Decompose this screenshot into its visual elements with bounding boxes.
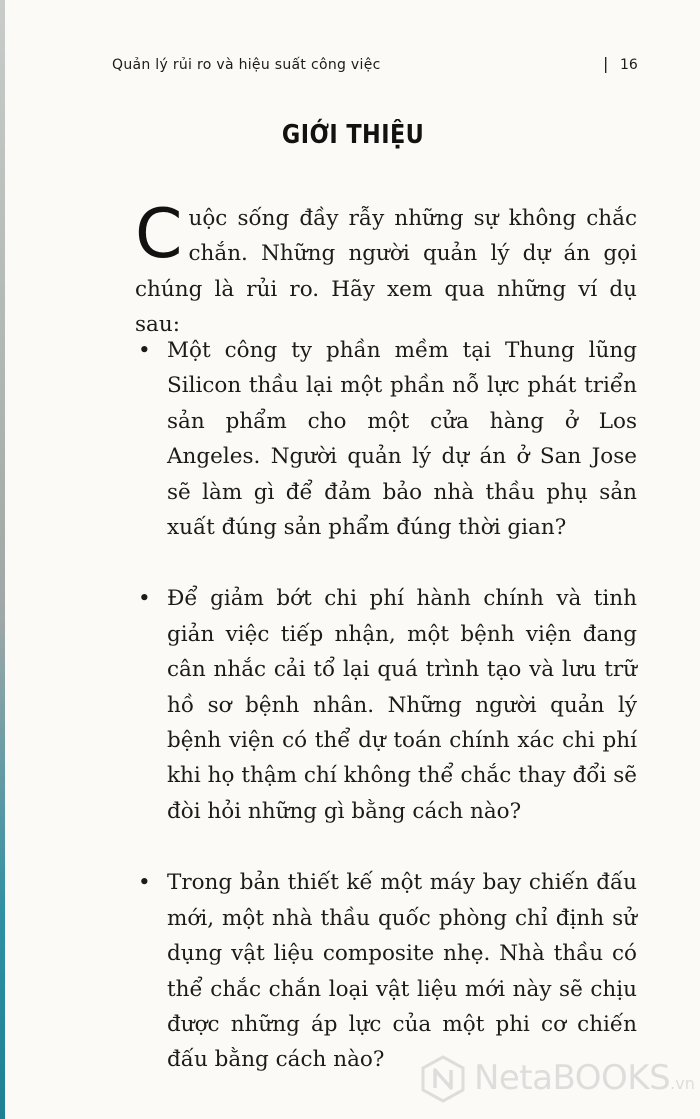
list-item	[135, 865, 637, 1077]
hexagon-n-logo-icon	[418, 1054, 468, 1104]
watermark-text	[474, 1056, 695, 1106]
watermark-brand: NetaBOOKS	[474, 1058, 671, 1098]
example-list	[135, 333, 637, 1114]
running-header-title: Quản lý rủi ro và hiệu suất công việc	[112, 57, 381, 73]
header-separator: |	[603, 54, 609, 73]
intro-paragraph	[135, 195, 637, 343]
drop-cap: C	[135, 195, 183, 274]
list-item	[135, 581, 637, 829]
list-item-text: Trong bản thiết kế một máy bay chiến đấu mới, một nhà thầu quốc phòng chỉ định sử dụng vật liệu composite nhẹ. Nhà thầu có thể chắc chắn loại vật liệu mới này sẽ chịu được những áp lực của một phi cơ chiến đấu bằng cách nào?	[167, 870, 637, 1073]
bullet-icon: •	[138, 338, 151, 363]
book-spine-edge	[0, 0, 5, 1119]
bullet-icon: •	[138, 870, 151, 896]
netabooks-watermark	[418, 1052, 700, 1108]
intro-text: uộc sống đầy rẫy những sự không chắc chắn. Những người quản lý dự án gọi chúng là rủi ro. Hãy xem qua những ví dụ sau:	[135, 206, 637, 338]
page-number: 16	[620, 57, 638, 73]
chapter-title: GIỚI THIỆU	[281, 120, 425, 150]
list-item	[135, 333, 637, 545]
list-item-text: Một công ty phần mềm tại Thung lũng Silicon thầu lại một phần nỗ lực phát triển sản phẩm cho một cửa hàng ở Los Angeles. Người quản lý dự án ở San Jose sẽ làm gì để đảm bảo nhà thầu phụ sản xuất đúng sản phẩm đúng thời gian?	[167, 338, 637, 541]
watermark-suffix: .vn	[670, 1074, 695, 1093]
bullet-icon: •	[138, 586, 151, 612]
list-item-text: Để giảm bớt chi phí hành chính và tinh giản việc tiếp nhận, một bệnh viện đang cân nhắc cải tổ lại quá trình tạo và lưu trữ hồ sơ bệnh nhân. Những người quản lý bệnh viện có thể dự toán chính xác chi phí khi họ thậm chí không thể chắc thay đổi sẽ đòi hỏi những gì bằng cách nào?	[167, 586, 637, 824]
